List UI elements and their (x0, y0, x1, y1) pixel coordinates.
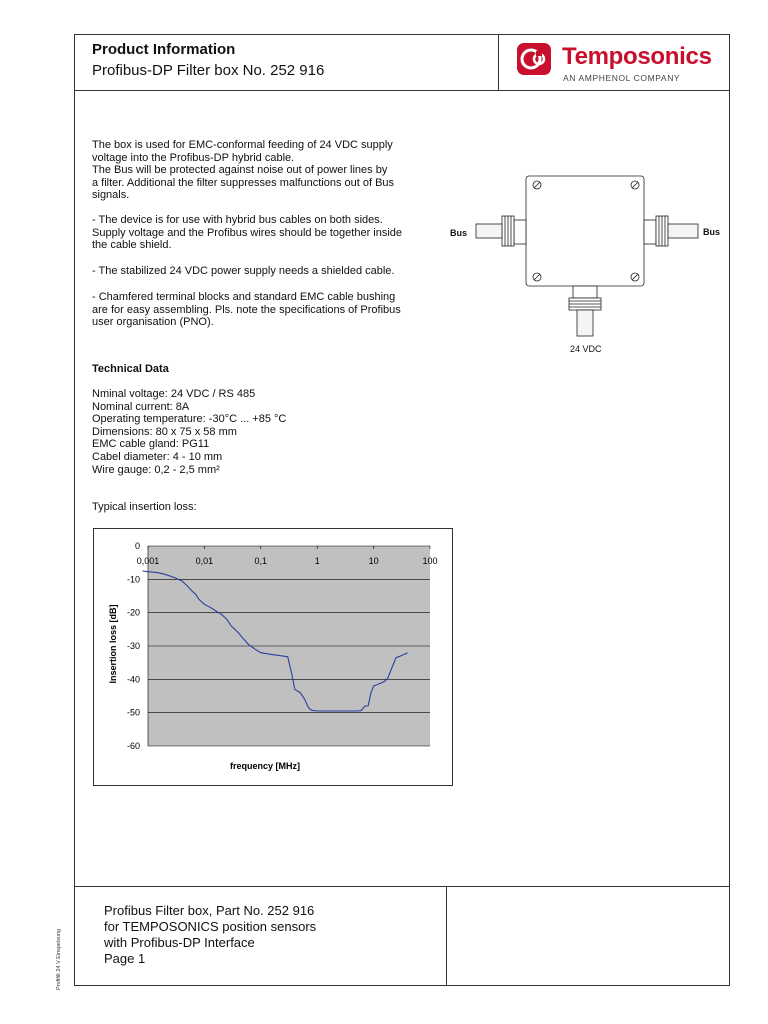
filter-box-diagram (470, 170, 730, 345)
x-tick-label: 1 (314, 556, 320, 566)
x-tick-label: 0,01 (195, 556, 214, 566)
y-tick-label: -40 (126, 674, 140, 685)
x-tick-label: 10 (368, 556, 379, 566)
page-title: Product Information (92, 41, 236, 58)
power-input-label: 24 VDC (570, 344, 602, 354)
bus-left-label: Bus (450, 228, 468, 238)
page-subtitle: Profibus-DP Filter box No. 252 916 (92, 62, 325, 79)
technical-data-heading: Technical Data (92, 363, 169, 375)
y-tick-label: -60 (126, 741, 140, 751)
insertion-loss-label: Typical insertion loss: (92, 501, 197, 513)
header-divider (74, 90, 730, 91)
brand-name: Temposonics (562, 43, 712, 70)
bus-right-label: Bus (703, 227, 721, 237)
y-axis-title: Insertion loss [dB] (108, 604, 118, 684)
header-column-divider (498, 34, 499, 90)
power-paragraph: - The stabilized 24 VDC power supply needs a shielded cable. (92, 265, 395, 277)
technical-specs: Nminal voltage: 24 VDC / RS 485 Nominal current: 8A Operating temperature: -30°C ... +85 °C Dimensions: 80 x 75 x 58 mm EMC cable gland: PG11 Cabel diameter: 4 - 10 mm Wire gauge: 0,2 - 2,5 mm² (92, 388, 287, 476)
intro-paragraph: The box is used for EMC-conformal feeding of 24 VDC supply voltage into the Profibus-DP hybrid cable. The Bus will be protected against noise out of power lines by a filter. Additional the filter suppresses malfunctions out of Bus signals. (92, 139, 395, 202)
brand-logo-icon (516, 42, 552, 76)
footer-description: Profibus Filter box, Part No. 252 916 for TEMPOSONICS position sensors with Profibus-DP Interface Page 1 (104, 903, 317, 966)
insertion-loss-chart (93, 528, 453, 786)
y-tick-label: -20 (126, 607, 140, 618)
footer-divider (74, 886, 730, 887)
y-tick-label: 0 (134, 541, 140, 551)
x-axis-title: frequency [MHz] (229, 761, 301, 771)
y-tick-label: -30 (126, 641, 140, 651)
x-tick-label: 0,1 (254, 556, 268, 566)
brand-tagline: AN AMPHENOL COMPANY (563, 73, 681, 83)
cable-paragraph: - The device is for use with hybrid bus cables on both sides. Supply voltage and the Profibus wires should be together inside the cable shield. (92, 214, 403, 252)
side-document-code: Profifilt 24 V Einspeisung (56, 928, 62, 990)
x-tick-label: 100 (422, 556, 438, 566)
filter-box-body (526, 176, 644, 286)
chart-svg (94, 529, 452, 785)
assembly-paragraph: - Chamfered terminal blocks and standard EMC cable bushing are for easy assembling. Pls. note the specifications of Profibus user organisation (PNO). (92, 291, 401, 329)
footer-column-divider (446, 886, 447, 986)
right-cable-gland (644, 216, 698, 246)
y-tick-label: -10 (126, 574, 140, 585)
x-tick-label: 0,001 (136, 556, 160, 566)
left-cable-gland (476, 216, 526, 246)
y-tick-label: -50 (126, 707, 140, 718)
bottom-cable-gland (569, 286, 601, 336)
